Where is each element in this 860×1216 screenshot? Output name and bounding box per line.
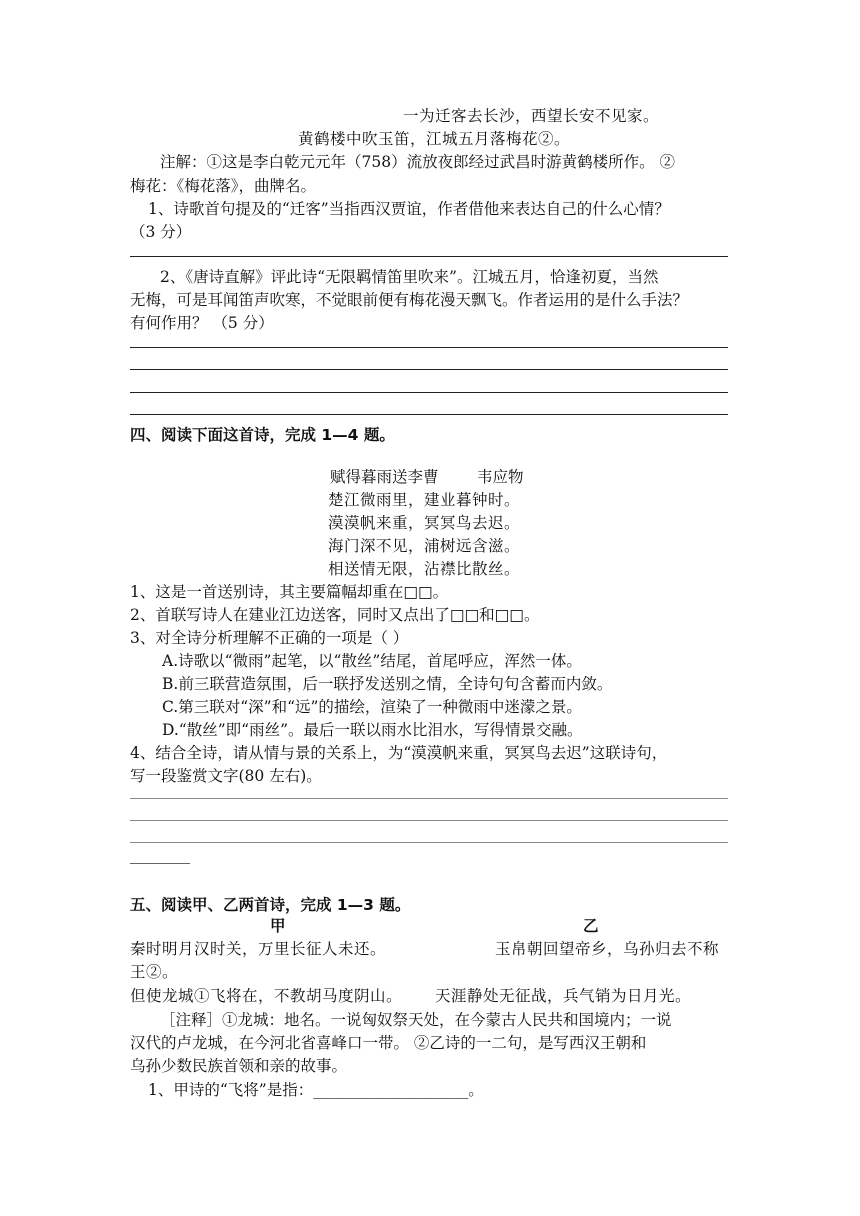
option-d: D.“散丝”即“雨丝”。最后一联以雨水比泪水，写得情景交融。 <box>162 721 583 739</box>
option-c: C.第三联对“深”和“远”的描绘，渲染了一种微雨中迷濛之景。 <box>162 698 582 716</box>
question-text: 1、甲诗的“飞将”是指：____________________。 <box>148 1081 484 1099</box>
question-text: 有何作用？ （5 分） <box>130 314 274 332</box>
answer-line[interactable] <box>130 256 728 257</box>
answer-line[interactable] <box>130 414 728 415</box>
poem-line: 海门深不见，浦树远含滋。 <box>328 537 521 555</box>
poem-line-yi: 天涯静处无征战，兵气销为日月光。 <box>435 987 692 1005</box>
section-heading: 五、阅读甲、乙两首诗，完成 1—3 题。 <box>130 896 411 914</box>
answer-line[interactable] <box>130 392 728 393</box>
question-score: （3 分） <box>130 223 192 241</box>
poem-label-jia: 甲 <box>270 917 286 935</box>
question-text: 写一段鉴赏文字(80 左右)。 <box>130 767 322 785</box>
note-text: 梅花：《梅花落》，曲牌名。 <box>130 177 317 195</box>
question-text: 2、《唐诗直解》评此诗“无限羁情笛里吹来”。江城五月，恰逢初夏，当然 <box>160 268 659 286</box>
answer-line[interactable] <box>130 369 728 370</box>
question-text: 1、这是一首送别诗，其主要篇幅却重在□□。 <box>130 583 449 601</box>
question-text: 3、对全诗分析理解不正确的一项是（ ） <box>130 629 409 647</box>
answer-line[interactable] <box>130 842 728 843</box>
option-a: A.诗歌以“微雨”起笔，以“散丝”结尾，首尾呼应，浑然一体。 <box>162 652 582 670</box>
poem-line-jia: 秦时明月汉时关，万里长征人未还。 <box>130 940 387 958</box>
poem-label-yi: 乙 <box>583 917 599 935</box>
answer-line[interactable] <box>130 798 728 799</box>
note-text: ［注释］①龙城：地名。一说匈奴祭天处，在今蒙古人民共和国境内；一说 <box>160 1011 672 1029</box>
poem-title: 赋得暮雨送李曹 <box>330 468 439 486</box>
poem-line: 一为迁客去长沙，西望长安不见家。 <box>403 107 660 125</box>
question-text: 2、首联写诗人在建业江边送客，同时又点出了□□和□□。 <box>130 606 540 624</box>
note-text: 乌孙少数民族首领和亲的故事。 <box>130 1057 348 1075</box>
note-text: 汉代的卢龙城，在今河北省喜峰口一带。 ②乙诗的一二句，是写西汉王朝和 <box>130 1034 647 1052</box>
poem-line: 漠漠帆来重，冥冥鸟去迟。 <box>328 514 521 532</box>
section-heading: 四、阅读下面这首诗，完成 1—4 题。 <box>130 426 395 444</box>
question-text: 4、结合全诗，请从情与景的关系上，为“漠漠帆来重，冥冥鸟去迟”这联诗句， <box>130 744 668 762</box>
poem-line-yi-cont: 王②。 <box>130 963 179 981</box>
answer-line[interactable] <box>130 863 190 864</box>
note-text: 注解：①这是李白乾元元年（758）流放夜郎经过武昌时游黄鹤楼所作。 ② <box>160 153 676 171</box>
option-b: B.前三联营造氛围，后一联抒发送别之情，全诗句句含蓄而内敛。 <box>162 675 613 693</box>
answer-line[interactable] <box>130 347 728 348</box>
poem-line-jia: 但使龙城①飞将在，不教胡马度阴山。 <box>130 987 403 1005</box>
answer-line[interactable] <box>130 820 728 821</box>
poem-author: 韦应物 <box>477 468 524 486</box>
question-text: 1、诗歌首句提及的“迁客”当指西汉贾谊，作者借他来表达自己的什么心情？ <box>148 200 670 218</box>
question-text: 无梅，可是耳闻笛声吹寒，不觉眼前便有梅花漫天飘飞。作者运用的是什么手法？ <box>130 291 689 309</box>
poem-line: 相送情无限，沾襟比散丝。 <box>328 560 521 578</box>
poem-line-yi: 玉帛朝回望帝乡，乌孙归去不称 <box>495 940 720 958</box>
poem-line: 黄鹤楼中吹玉笛，江城五月落梅花②。 <box>298 130 571 148</box>
poem-line: 楚江微雨里，建业暮钟时。 <box>328 491 521 509</box>
